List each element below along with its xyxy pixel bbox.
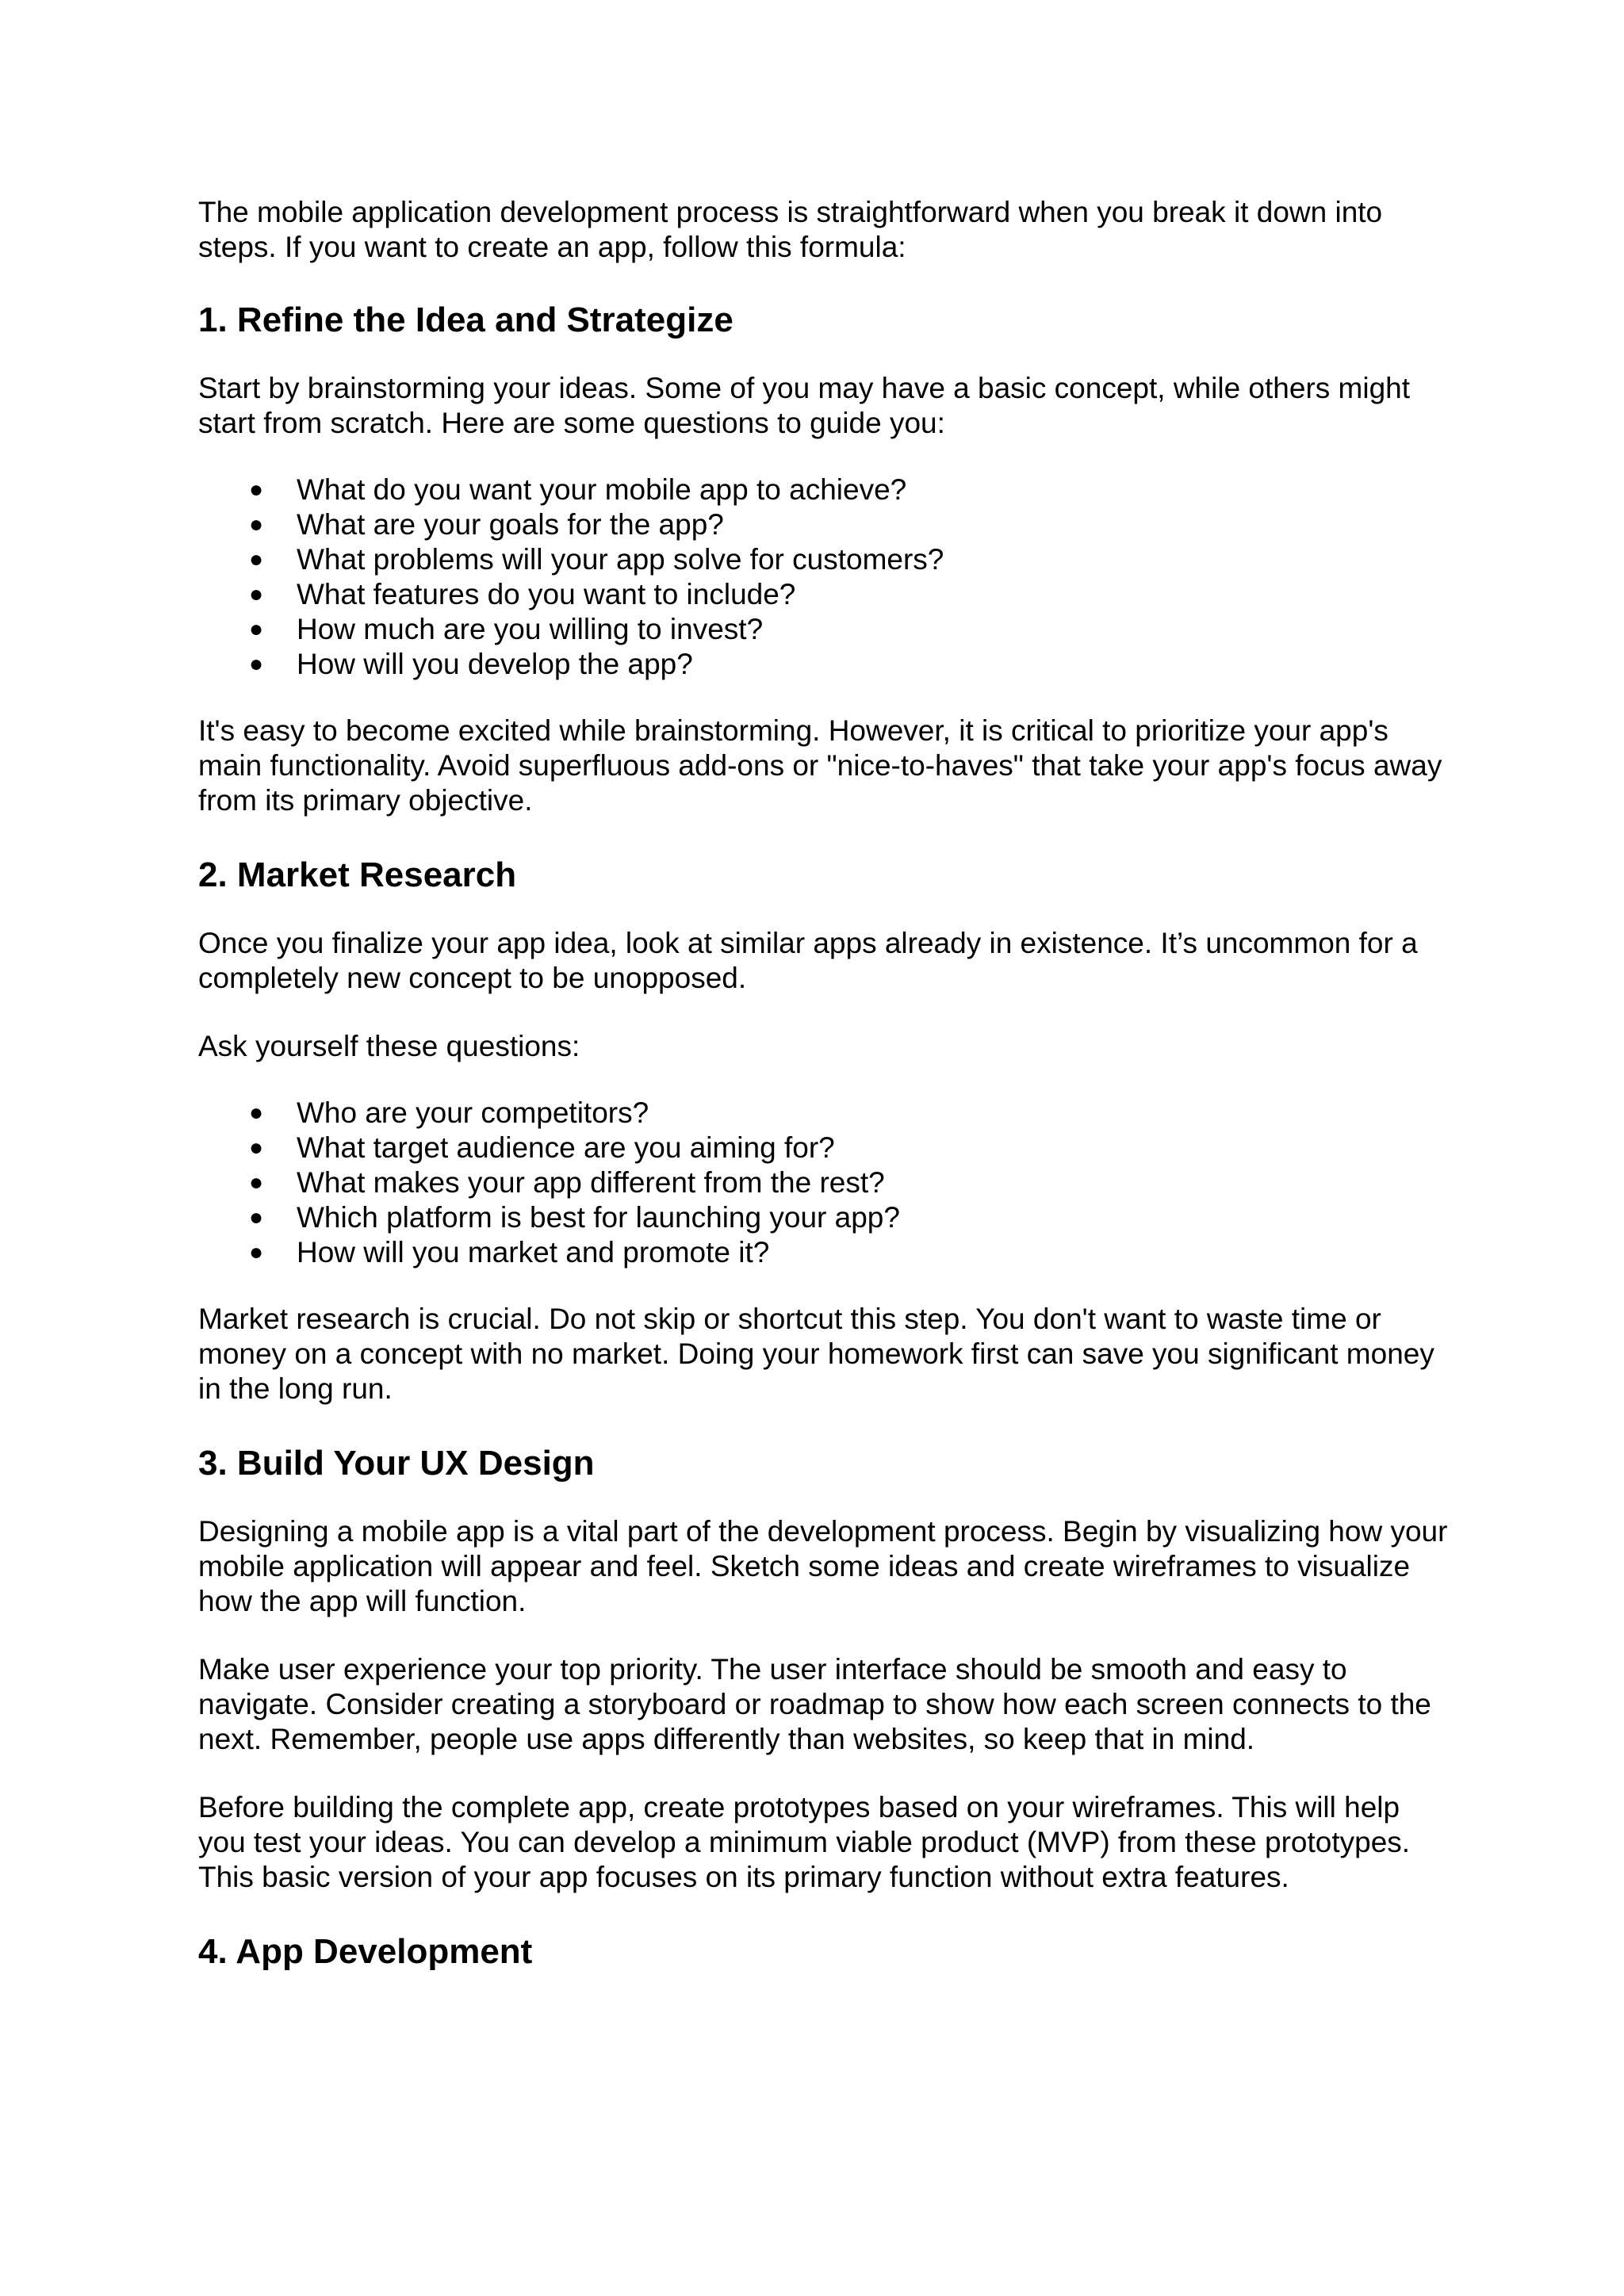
- section-1-paragraph-2: It's easy to become excited while brainstorming. However, it is critical to prioritize your app's main functionality. Avoid superfluous add-ons or "nice-to-haves" that take your app's focus away from its primary objective.: [198, 714, 1442, 817]
- bullet-icon: ●: [249, 1204, 264, 1230]
- section-3-paragraph-3: Before building the complete app, create prototypes based on your wireframes. This will help you test your ideas. You can develop a minimum viable product (MVP) from these prototypes. This basic version of your app focuses on its primary function without extra features.: [198, 1791, 1411, 1893]
- list-item: ● What do you want your mobile app to achieve?: [249, 473, 907, 506]
- list-item: ● Which platform is best for launching your app?: [249, 1201, 900, 1234]
- bullet-icon: ●: [249, 546, 264, 572]
- list-item: ● What problems will your app solve for customers?: [249, 543, 944, 576]
- list-item: ● Who are your competitors?: [249, 1096, 649, 1129]
- list-item: ● What are your goals for the app?: [249, 508, 724, 541]
- section-1-bullet-list: [198, 473, 1451, 682]
- section-1-heading: 1. Refine the Idea and Strategize: [198, 300, 733, 339]
- section-2-heading: 2. Market Research: [198, 855, 517, 894]
- bullet-icon: ●: [249, 616, 264, 642]
- document-page: [198, 195, 1451, 1973]
- bullet-icon: ●: [249, 651, 264, 677]
- bullet-icon: ●: [249, 581, 264, 607]
- list-item: ● How much are you willing to invest?: [249, 613, 764, 645]
- section-4-heading: 4. App Development: [198, 1932, 533, 1971]
- bullet-icon: ●: [249, 1100, 264, 1126]
- bullet-icon: ●: [249, 1239, 264, 1265]
- bullet-icon: ●: [249, 476, 264, 503]
- list-item: ● What target audience are you aiming for?: [249, 1131, 835, 1164]
- bullet-icon: ●: [249, 1135, 264, 1161]
- bullet-icon: ●: [249, 1169, 264, 1196]
- list-item: ● What features do you want to include?: [249, 578, 796, 610]
- section-3-paragraph-2: Make user experience your top priority. The user interface should be smooth and easy to navigate. Consider creating a storyboard or roadmap to show how each screen connects to the next. Remember, people use apps differently than websites, so keep that in mind.: [198, 1653, 1431, 1755]
- intro-paragraph: The mobile application development process is straightforward when you break it down into steps. If you want to create an app, follow this formula:: [198, 196, 1383, 263]
- section-3-paragraph-1: Designing a mobile app is a vital part of the development process. Begin by visualizing how your mobile application will appear and feel. Sketch some ideas and create wireframes to visualize how the app will function.: [198, 1515, 1448, 1617]
- list-item: ● How will you market and promote it?: [249, 1236, 770, 1269]
- section-2-paragraph-1: Once you finalize your app idea, look at similar apps already in existence. It’s uncommon for a completely new concept to be unopposed.: [198, 927, 1418, 994]
- list-item: ● What makes your app different from the rest?: [249, 1166, 885, 1199]
- section-2-bullet-list: [198, 1096, 1451, 1270]
- section-2-paragraph-3: Market research is crucial. Do not skip or shortcut this step. You don't want to waste time or money on a concept with no market. Doing your homework first can save you significant money in the long run.: [198, 1303, 1434, 1405]
- section-3-heading: 3. Build Your UX Design: [198, 1444, 595, 1483]
- section-2-paragraph-2: Ask yourself these questions:: [198, 1030, 580, 1062]
- list-item: ● How will you develop the app?: [249, 648, 693, 680]
- bullet-icon: ●: [249, 511, 264, 538]
- section-1-paragraph-1: Start by brainstorming your ideas. Some of you may have a basic concept, while others might start from scratch. Here are some questions to guide you:: [198, 372, 1411, 439]
